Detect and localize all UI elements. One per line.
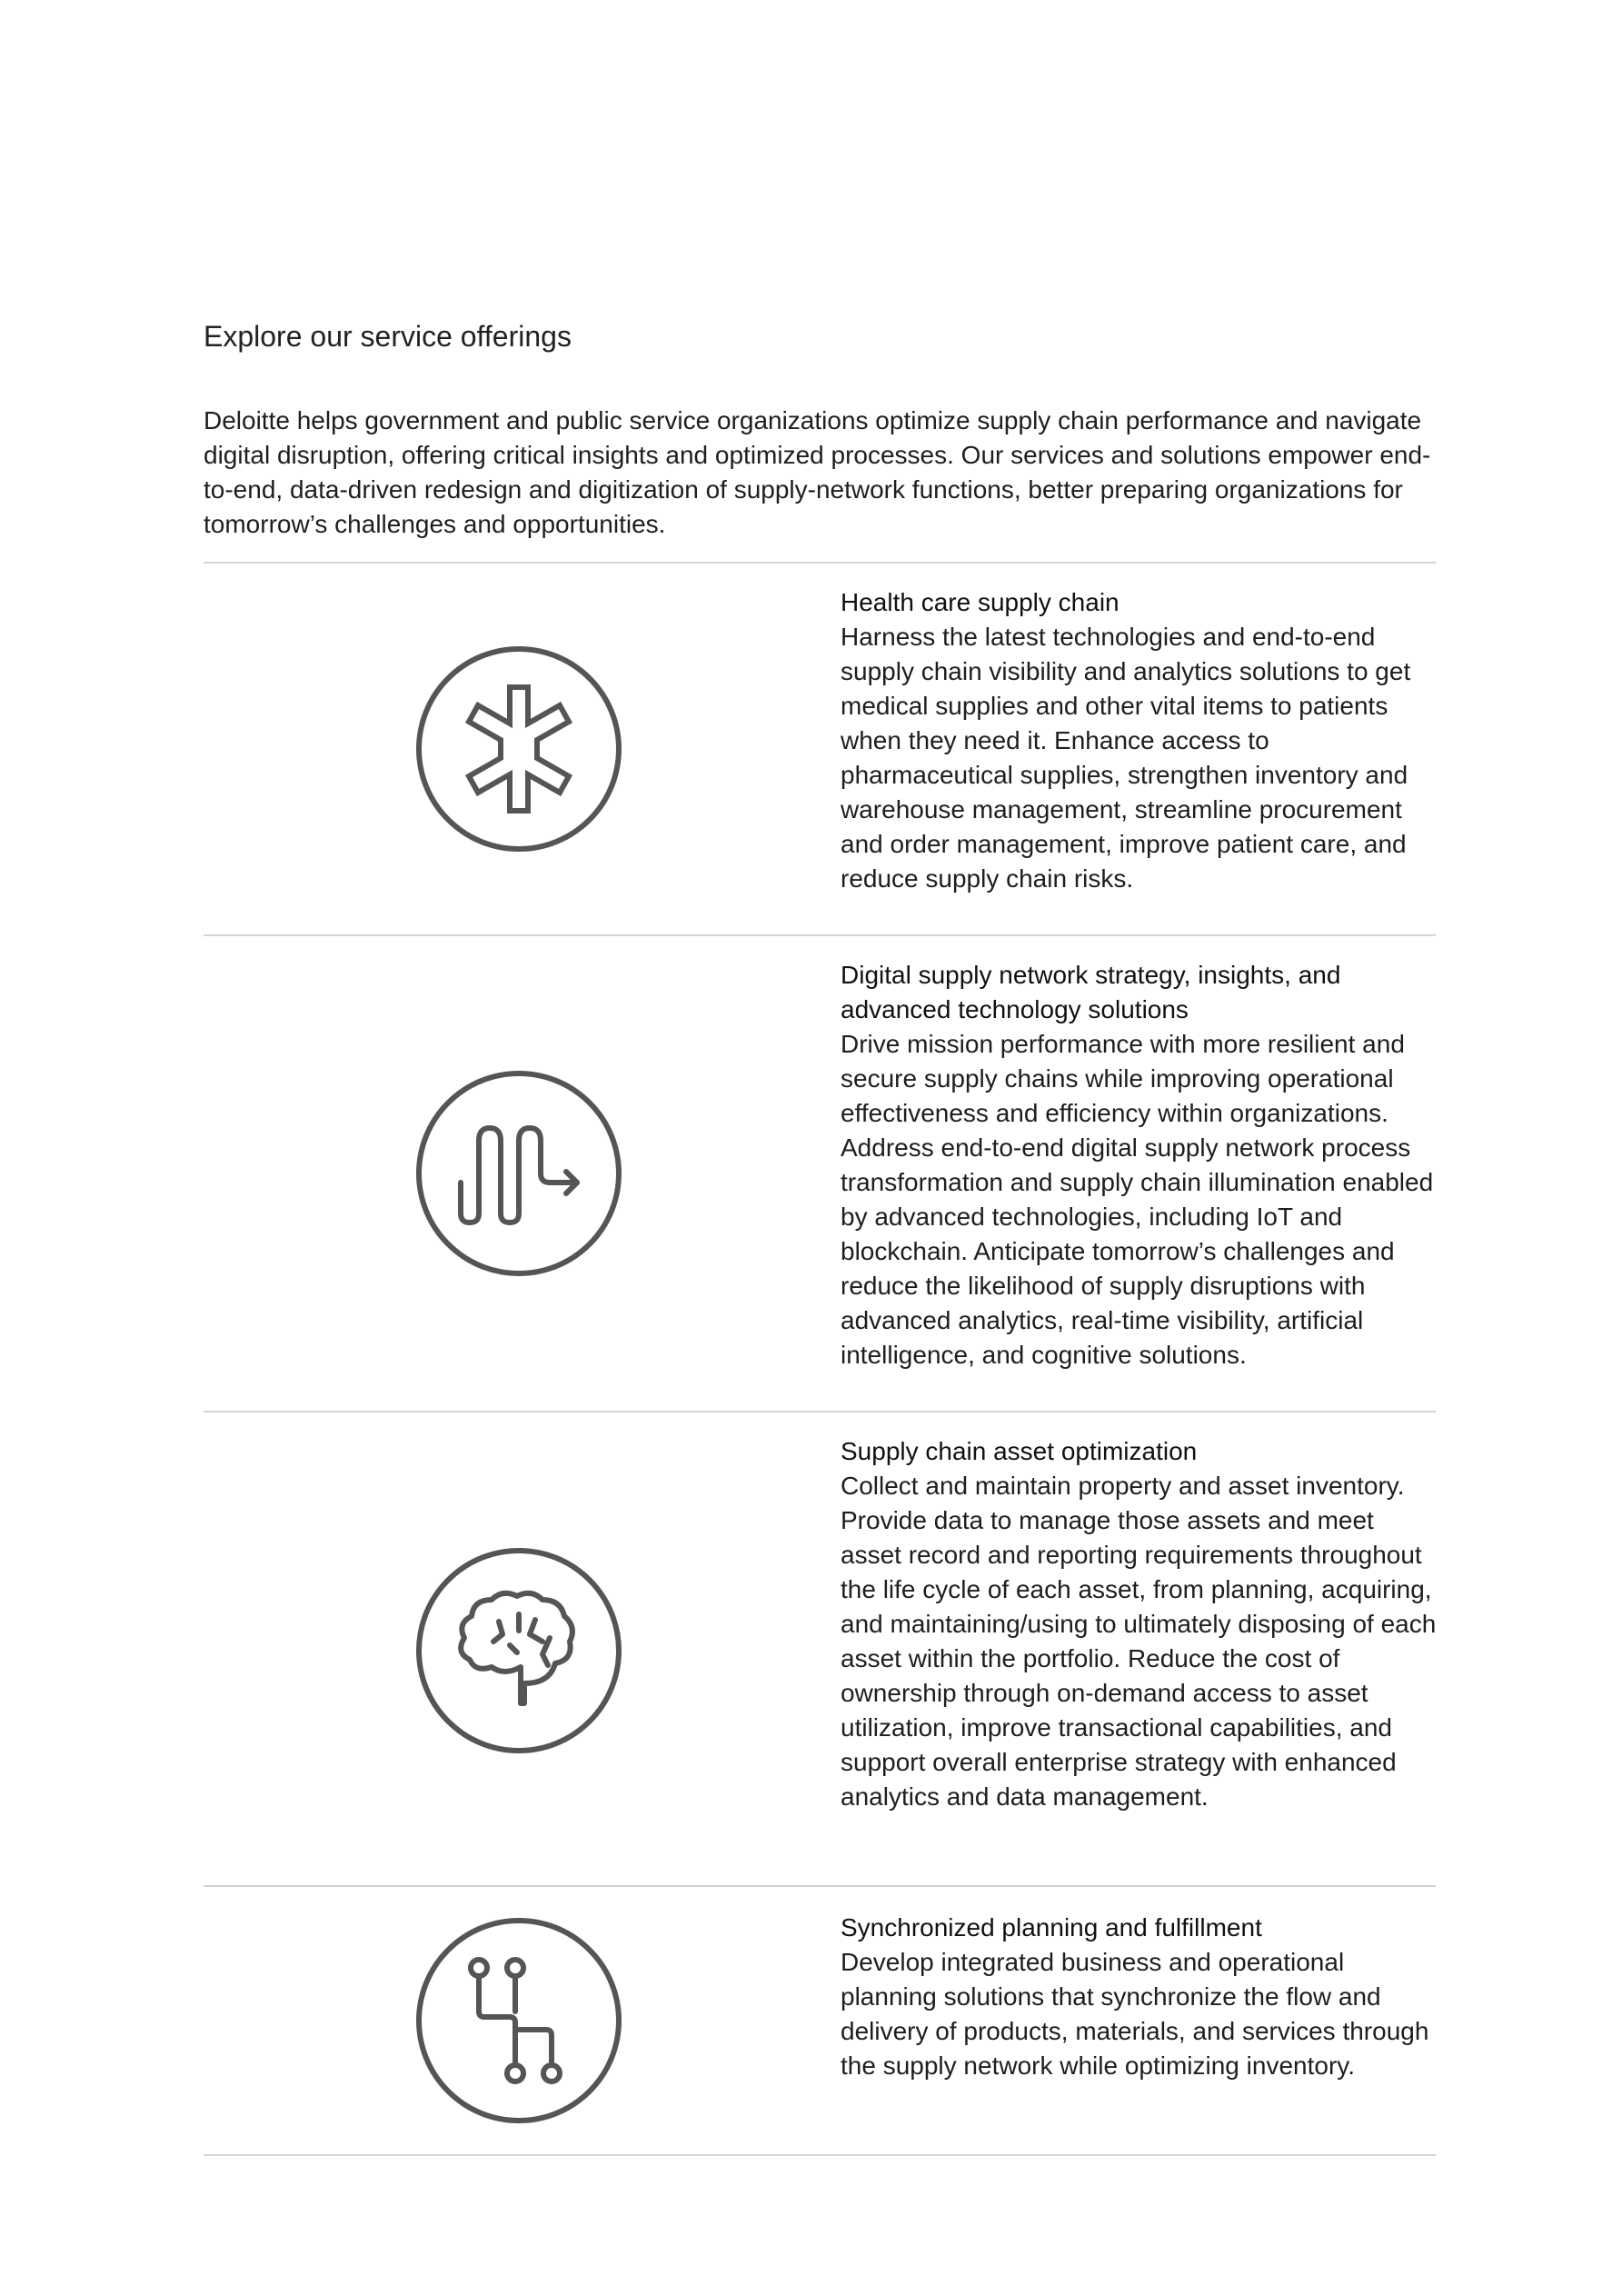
divider bbox=[204, 1885, 1436, 1887]
wave-arrow-icon bbox=[415, 1070, 622, 1277]
brain-icon bbox=[415, 1547, 622, 1754]
divider bbox=[204, 562, 1436, 564]
intro-paragraph: Deloitte helps government and public service organizations optimize supply chain performance and navigate digital disruption, offering critical insights and optimized processes. Our services and solutions empower end-to-end, data-driven redesign and digitization of supply-network functions, better preparing organizations for tomorrow’s challenges and opportunities. bbox=[204, 406, 1431, 538]
circuit-flow-icon bbox=[415, 1917, 622, 2124]
divider bbox=[204, 2154, 1436, 2156]
service-text bbox=[841, 1434, 1440, 1814]
medical-star-icon bbox=[415, 645, 622, 853]
section-heading: Explore our service offerings bbox=[204, 320, 572, 353]
service-text bbox=[841, 958, 1440, 1373]
service-title: Supply chain asset optimization bbox=[841, 1437, 1198, 1465]
service-description: Develop integrated business and operational planning solutions that synchronize the flow and delivery of products, materials, and services through the supply network while optimizing inventory. bbox=[841, 1948, 1429, 2080]
divider bbox=[204, 934, 1436, 936]
service-title: Digital supply network strategy, insights, and advanced technology solutions bbox=[841, 961, 1341, 1023]
divider bbox=[204, 1411, 1436, 1413]
service-text bbox=[841, 1911, 1440, 2083]
service-description: Collect and maintain property and asset inventory. Provide data to manage those assets and meet asset record and reporting requirements throughout the life cycle of each asset, from planning, acquiring, and maintaining/using to ultimately disposing of each asset within the portfolio. Reduce the cost of ownership through on-demand access to asset utilization, improve transactional capabilities, and support overall enterprise strategy with enhanced analytics and data management. bbox=[841, 1472, 1437, 1811]
service-description: Drive mission performance with more resilient and secure supply chains while improving operational effectiveness and efficiency within organizations. Address end-to-end digital supply network process transformation and supply chain illumination enabled by advanced technologies, including IoT and blockchain. Anticipate tomorrow’s challenges and reduce the likelihood of supply disruptions with advanced analytics, real-time visibility, artificial intelligence, and cognitive solutions. bbox=[841, 1030, 1434, 1369]
service-title: Synchronized planning and fulfillment bbox=[841, 1913, 1262, 1942]
service-title: Health care supply chain bbox=[841, 588, 1119, 616]
service-description: Harness the latest technologies and end-to-end supply chain visibility and analytics solutions to get medical supplies and other vital items to patients when they need it. Enhance access to pharmaceutical supplies, strengthen inventory and warehouse management, streamline procurement and order management, improve patient care, and reduce supply chain risks. bbox=[841, 623, 1411, 893]
service-text bbox=[841, 585, 1440, 896]
